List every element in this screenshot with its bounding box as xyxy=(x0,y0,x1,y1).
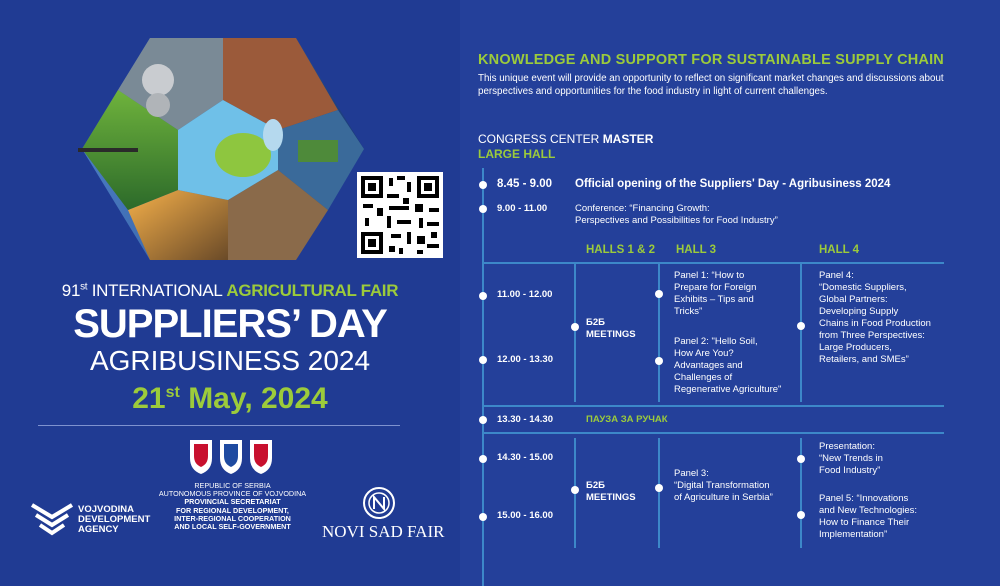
novi-sad-fair-text: NOVI SAD FAIR xyxy=(322,522,445,541)
timeline-dot xyxy=(479,356,487,364)
timeline-dot xyxy=(571,323,579,331)
event-title: SUPPLIERS’ DAY xyxy=(73,302,387,346)
panel-1: Panel 1: “How to Prepare for Foreign Exhibits – Tips and Tricks” xyxy=(674,270,757,317)
conference-time: 9.00 - 11.00 xyxy=(497,203,548,214)
timeline-dot xyxy=(797,511,805,519)
collage-hexagon-image xyxy=(78,30,368,268)
timeline-dot xyxy=(479,455,487,463)
time-slot: 14.30 - 15.00 xyxy=(497,452,553,463)
timeline-dot xyxy=(655,357,663,365)
timeline-dot xyxy=(571,486,579,494)
qr-code-image xyxy=(357,172,443,258)
time-slot: 12.00 - 13.30 xyxy=(497,354,553,365)
coat-of-arms-icon xyxy=(186,436,276,476)
hall-header-3: HALL 3 xyxy=(676,244,717,256)
timeline-dot xyxy=(479,513,487,521)
venue: CONGRESS CENTER MASTER LARGE HALL xyxy=(478,132,654,161)
timeline-dot xyxy=(479,181,487,189)
panel-2: Panel 2: "Hello Soil, How Are You? Advantages and Challenges of Regenerative Agriculture" xyxy=(674,336,782,395)
timeline-dot xyxy=(479,205,487,213)
row-divider xyxy=(482,262,944,264)
vojvodina-development-agency-text: VOJVODINA DEVELOPMENT AGENCY xyxy=(78,504,151,535)
time-slot: 15.00 - 16.00 xyxy=(497,510,553,521)
divider xyxy=(38,425,400,426)
panel-3: Panel 3: “Digital Transformation of Agriculture in Serbia” xyxy=(674,468,773,503)
opening-text: Official opening of the Suppliers' Day - Agribusiness 2024 xyxy=(575,178,891,190)
row-divider xyxy=(482,432,944,434)
b2b-meetings-1: Б2Б MEETINGS xyxy=(586,317,636,340)
column-divider xyxy=(658,438,660,548)
event-subtitle: AGRIBUSINESS 2024 xyxy=(89,345,371,376)
timeline-dot xyxy=(797,322,805,330)
column-divider xyxy=(800,262,802,402)
program-heading: KNOWLEDGE AND SUPPORT FOR SUSTAINABLE SUPPLY CHAIN xyxy=(478,52,944,68)
provincial-secretariat-text: REPUBLIC OF SERBIA AUTONOMOUS PROVINCE OF VOJVODINA PROVINCIAL SECRETARIAT FOR REGIONAL DEVELOPMENT, INTER-REGIONAL COOPERATION AND LOCAL SELF-GOVERNMENT xyxy=(158,481,307,532)
time-slot: 13.30 - 14.30 xyxy=(497,414,553,425)
panel-4: Panel 4: “Domestic Suppliers, Global Partners: Developing Supply Chains in Food Production from Three Perspectives: Large Producers, Retailers, and SMEs” xyxy=(819,270,931,365)
fair-title: 91st INTERNATIONAL AGRICULTURAL FAIR xyxy=(61,281,399,300)
program-description: This unique event will provide an opportunity to reflect on significant market changes and discussions about perspectives and opportunities for the food industry in light of current challenges. xyxy=(478,73,944,97)
time-slot: 11.00 - 12.00 xyxy=(497,289,553,300)
presentation: Presentation: “New Trends in Food Industry” xyxy=(819,441,883,476)
timeline-dot xyxy=(797,455,805,463)
conference-text: Conference: “Financing Growth: Perspectives and Possibilities for Food Industry” xyxy=(575,203,778,226)
timeline-dot xyxy=(479,416,487,424)
b2b-meetings-2: Б2Б MEETINGS xyxy=(586,480,636,503)
vojvodina-development-agency-logo xyxy=(30,495,74,539)
lunch-break: ПАУЗА ЗА РУЧАК xyxy=(586,414,668,425)
hall-header-4: HALL 4 xyxy=(819,244,860,256)
timeline-line xyxy=(482,168,484,586)
timeline-dot xyxy=(479,292,487,300)
novi-sad-fair-logo xyxy=(362,486,396,520)
row-divider xyxy=(482,405,944,407)
timeline-dot xyxy=(655,290,663,298)
panel-5: Panel 5: “Innovations and New Technologies: How to Finance Their Implementation” xyxy=(819,493,918,540)
timeline-dot xyxy=(655,484,663,492)
column-divider xyxy=(658,262,660,402)
event-date: 21st May, 2024 xyxy=(132,382,328,415)
column-divider xyxy=(574,262,576,402)
opening-time: 8.45 - 9.00 xyxy=(497,178,552,190)
hall-header-1-2: HALLS 1 & 2 xyxy=(586,244,656,256)
